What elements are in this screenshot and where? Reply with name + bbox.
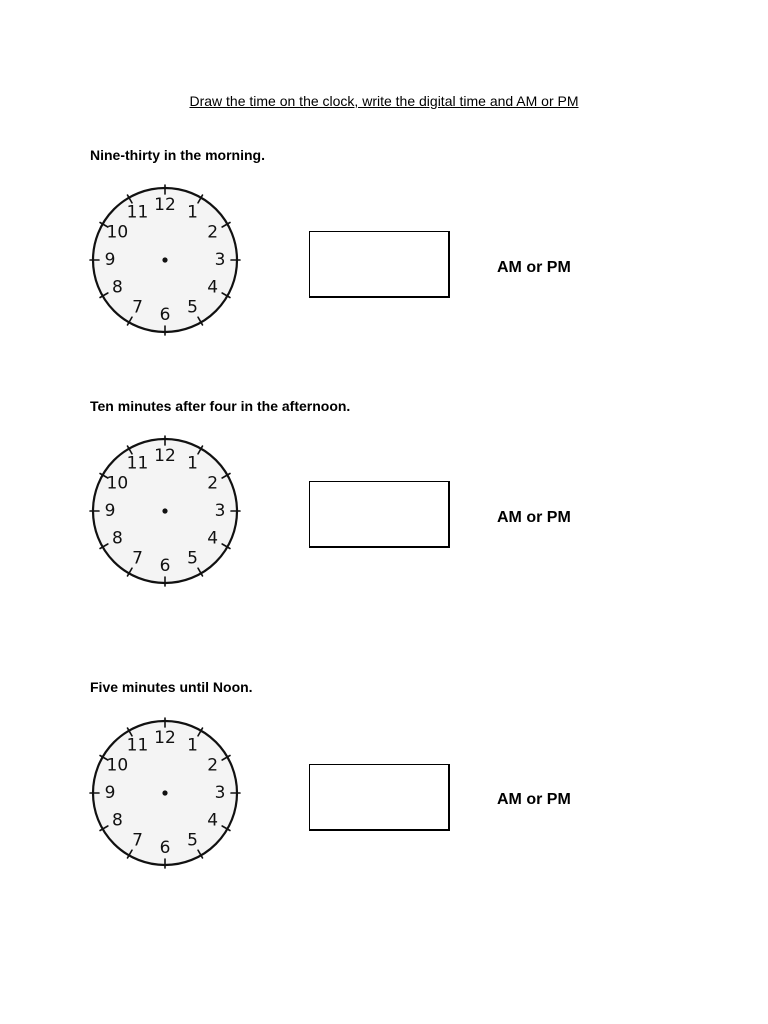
ampm-label-1: AM or PM <box>497 259 571 276</box>
question-prompt-1: Nine-thirty in the morning. <box>90 147 265 163</box>
clock-number: 3 <box>214 501 226 521</box>
instruction-heading: Draw the time on the clock, write the digital time and AM or PM <box>189 93 579 109</box>
clock-number: 12 <box>154 195 176 215</box>
clock-number: 5 <box>187 297 198 318</box>
clock-number: 7 <box>132 830 143 851</box>
clock-number: 4 <box>207 528 219 549</box>
clock-number: 2 <box>207 755 219 776</box>
clock-number: 10 <box>106 473 129 494</box>
clock-number: 12 <box>154 446 176 466</box>
clock-number: 11 <box>126 453 149 474</box>
clock-number: 2 <box>207 473 219 494</box>
ampm-label-3: AM or PM <box>497 791 571 808</box>
clock-number: 7 <box>132 297 143 318</box>
clock-face-2[interactable] <box>89 433 241 587</box>
clock-number: 5 <box>187 830 198 851</box>
clock-center-dot <box>162 257 167 262</box>
clock-number: 5 <box>187 548 198 569</box>
clock-number: 1 <box>187 735 198 756</box>
clock-number: 9 <box>104 783 116 803</box>
clock-number: 1 <box>187 453 198 474</box>
clock-number: 3 <box>214 250 226 270</box>
clock-number: 10 <box>106 755 129 776</box>
clock-number: 2 <box>207 222 219 243</box>
clock-number: 8 <box>111 810 123 831</box>
clock-number: 6 <box>159 556 171 576</box>
clock-face-1[interactable] <box>89 182 241 336</box>
clock-number: 4 <box>207 277 219 298</box>
clock-number: 4 <box>207 810 219 831</box>
clock-number: 6 <box>159 305 171 325</box>
ampm-label-2: AM or PM <box>497 509 571 526</box>
clock-center-dot <box>162 508 167 513</box>
clock-number: 9 <box>104 250 116 270</box>
digital-time-box-3[interactable] <box>309 764 450 831</box>
clock-number: 1 <box>187 202 198 223</box>
question-prompt-2: Ten minutes after four in the afternoon. <box>90 398 351 414</box>
clock-number: 6 <box>159 838 171 858</box>
clock-number: 3 <box>214 783 226 803</box>
clock-number: 10 <box>106 222 129 243</box>
digital-time-box-2[interactable] <box>309 481 450 548</box>
clock-number: 12 <box>154 728 176 748</box>
clock-number: 8 <box>111 528 123 549</box>
question-prompt-3: Five minutes until Noon. <box>90 679 253 695</box>
clock-number: 9 <box>104 501 116 521</box>
clock-center-dot <box>162 790 167 795</box>
clock-number: 11 <box>126 202 149 223</box>
clock-number: 7 <box>132 548 143 569</box>
clock-number: 8 <box>111 277 123 298</box>
clock-face-3[interactable] <box>89 715 241 869</box>
digital-time-box-1[interactable] <box>309 231 450 298</box>
clock-number: 11 <box>126 735 149 756</box>
